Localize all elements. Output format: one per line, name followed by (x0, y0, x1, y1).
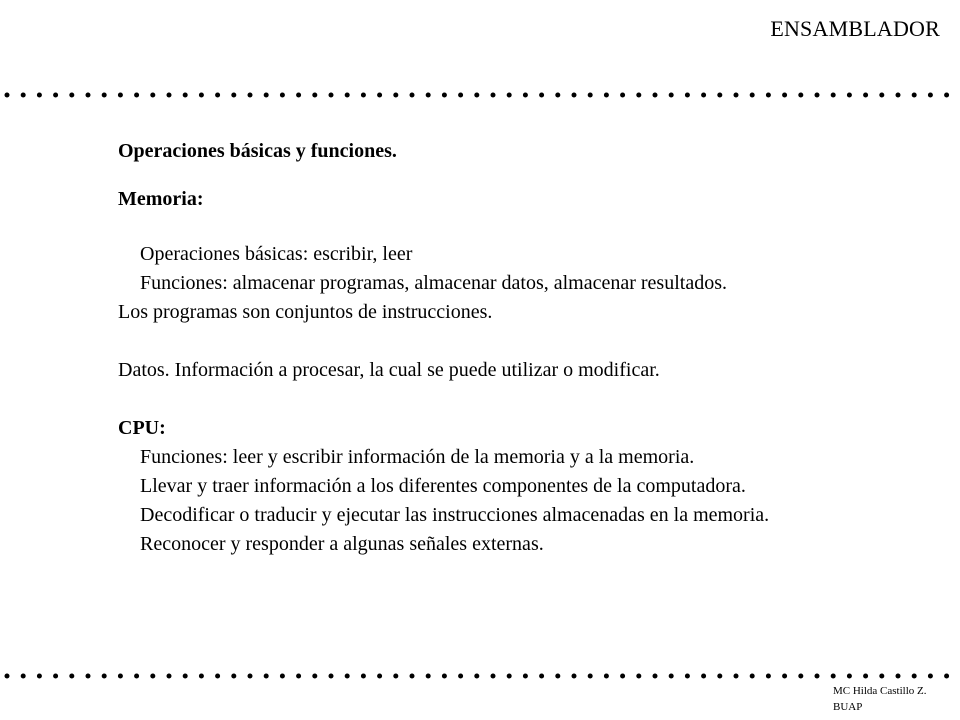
divider-dot (296, 674, 301, 679)
divider-dot (588, 93, 593, 98)
divider-dot (879, 674, 884, 679)
divider-dot (410, 674, 415, 679)
cpu-title: CPU: (118, 417, 166, 439)
divider-dot (539, 674, 544, 679)
divider-dot (653, 674, 658, 679)
cpu-item: Decodificar o traducir y ejecutar las instrucciones almacenadas en la memoria. (140, 504, 770, 526)
divider-dot (393, 93, 398, 98)
divider-dot (377, 674, 382, 679)
divider-dot (345, 674, 350, 679)
divider-dot (280, 674, 285, 679)
divider-dot (507, 674, 512, 679)
divider-dot (134, 93, 139, 98)
cpu-item: Llevar y traer información a los diferentes componentes de la computadora. (140, 475, 746, 497)
divider-dot (37, 93, 42, 98)
divider-dot (458, 93, 463, 98)
divider-dot (167, 674, 172, 679)
divider-dot (766, 674, 771, 679)
divider-dot (199, 674, 204, 679)
divider-dot (296, 93, 301, 98)
divider-dot (717, 93, 722, 98)
divider-dot (669, 93, 674, 98)
divider-dot (636, 93, 641, 98)
divider-dot (183, 93, 188, 98)
divider-dot (636, 674, 641, 679)
divider-dot (912, 93, 917, 98)
cpu-item: Funciones: leer y escribir información de la memoria y a la memoria. (140, 446, 695, 468)
footer-author: MC Hilda Castillo Z. (833, 685, 927, 697)
divider-dot (280, 93, 285, 98)
divider-dot (264, 93, 269, 98)
divider-dot (620, 674, 625, 679)
divider-dot (944, 93, 949, 98)
divider-dot (37, 674, 42, 679)
divider-dot (426, 93, 431, 98)
divider-dot (426, 674, 431, 679)
divider-dot (231, 674, 236, 679)
divider-dot (21, 674, 26, 679)
divider-dot (150, 93, 155, 98)
divider-dot (928, 93, 933, 98)
divider-dot (750, 674, 755, 679)
divider-dot (329, 674, 334, 679)
divider-dot (199, 93, 204, 98)
bottom-dotted-divider (0, 672, 960, 680)
divider-dot (215, 674, 220, 679)
divider-dot (847, 674, 852, 679)
divider-dot (815, 93, 820, 98)
divider-dot (134, 674, 139, 679)
divider-dot (442, 93, 447, 98)
divider-dot (150, 674, 155, 679)
memoria-title: Memoria: (118, 188, 204, 210)
divider-dot (928, 674, 933, 679)
slide-heading: Operaciones básicas y funciones. (118, 140, 397, 162)
divider-dot (539, 93, 544, 98)
divider-dot (215, 93, 220, 98)
divider-dot (86, 674, 91, 679)
divider-dot (248, 674, 253, 679)
divider-dot (491, 674, 496, 679)
divider-dot (847, 93, 852, 98)
memoria-programas: Los programas son conjuntos de instrucciones. (118, 301, 493, 323)
divider-dot (312, 674, 317, 679)
divider-dot (734, 93, 739, 98)
top-dotted-divider (0, 91, 960, 99)
slide-footer (833, 683, 927, 715)
divider-dot (815, 674, 820, 679)
divider-dot (588, 674, 593, 679)
divider-dot (685, 93, 690, 98)
divider-dot (912, 674, 917, 679)
divider-dot (102, 93, 107, 98)
divider-dot (782, 93, 787, 98)
divider-dot (572, 674, 577, 679)
divider-dot (523, 93, 528, 98)
divider-dot (863, 93, 868, 98)
divider-dot (766, 93, 771, 98)
divider-dot (669, 674, 674, 679)
divider-dot (167, 93, 172, 98)
divider-dot (474, 674, 479, 679)
divider-dot (491, 93, 496, 98)
divider-dot (377, 93, 382, 98)
divider-dot (653, 93, 658, 98)
divider-dot (863, 674, 868, 679)
divider-dot (53, 93, 58, 98)
memoria-operaciones: Operaciones básicas: escribir, leer (140, 243, 413, 265)
memoria-datos: Datos. Información a procesar, la cual se puede utilizar o modificar. (118, 359, 660, 381)
divider-dot (86, 93, 91, 98)
divider-dot (118, 93, 123, 98)
divider-dot (21, 93, 26, 98)
divider-dot (329, 93, 334, 98)
divider-dot (734, 674, 739, 679)
divider-dot (896, 93, 901, 98)
divider-dot (620, 93, 625, 98)
divider-dot (782, 674, 787, 679)
divider-dot (572, 93, 577, 98)
divider-dot (345, 93, 350, 98)
divider-dot (701, 93, 706, 98)
slide-header-title: ENSAMBLADOR (770, 16, 940, 41)
divider-dot (361, 93, 366, 98)
divider-dot (102, 674, 107, 679)
divider-dot (717, 674, 722, 679)
divider-dot (555, 674, 560, 679)
divider-dot (393, 674, 398, 679)
divider-dot (831, 93, 836, 98)
divider-dot (183, 674, 188, 679)
divider-dot (555, 93, 560, 98)
divider-dot (410, 93, 415, 98)
divider-dot (231, 93, 236, 98)
divider-dot (896, 674, 901, 679)
divider-dot (458, 674, 463, 679)
divider-dot (798, 674, 803, 679)
divider-dot (118, 674, 123, 679)
divider-dot (53, 674, 58, 679)
divider-dot (604, 674, 609, 679)
divider-dot (831, 674, 836, 679)
divider-dot (944, 674, 949, 679)
divider-dot (798, 93, 803, 98)
divider-dot (248, 93, 253, 98)
divider-dot (361, 674, 366, 679)
divider-dot (523, 674, 528, 679)
divider-dot (474, 93, 479, 98)
divider-dot (69, 674, 74, 679)
divider-dot (604, 93, 609, 98)
divider-dot (507, 93, 512, 98)
divider-dot (69, 93, 74, 98)
divider-dot (701, 674, 706, 679)
divider-dot (879, 93, 884, 98)
footer-institution: BUAP (833, 701, 863, 713)
divider-dot (750, 93, 755, 98)
divider-dot (264, 674, 269, 679)
memoria-funciones: Funciones: almacenar programas, almacenar datos, almacenar resultados. (140, 272, 727, 294)
divider-dot (5, 93, 10, 98)
divider-dot (442, 674, 447, 679)
cpu-item: Reconocer y responder a algunas señales externas. (140, 533, 544, 555)
divider-dot (312, 93, 317, 98)
divider-dot (685, 674, 690, 679)
divider-dot (5, 674, 10, 679)
